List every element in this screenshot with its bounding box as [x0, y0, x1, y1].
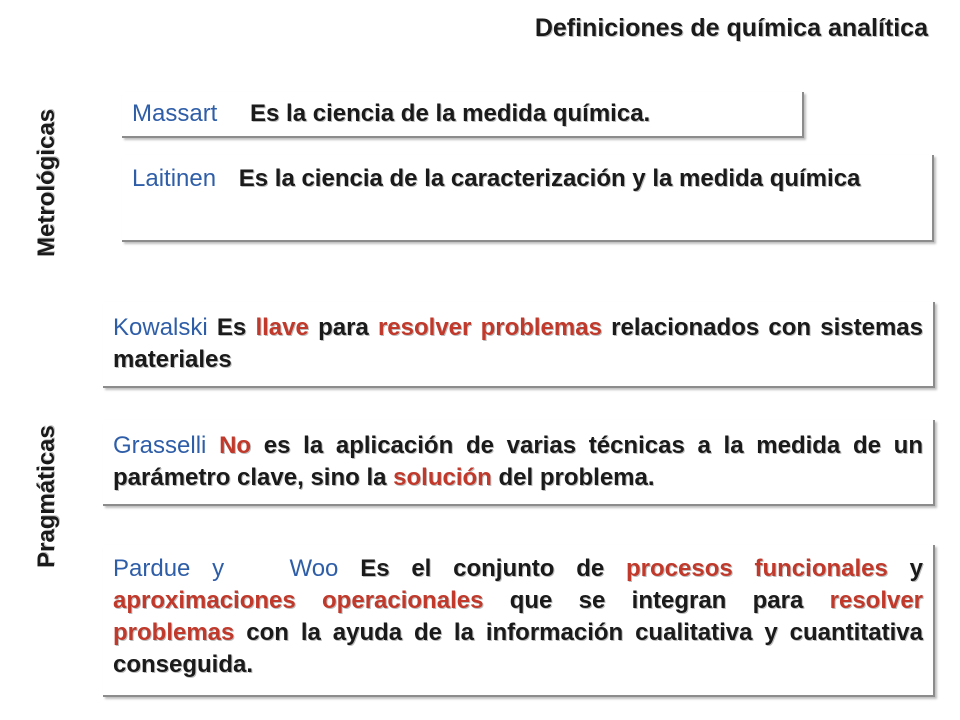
definition-text-kowalski-2: para [318, 314, 369, 341]
highlight-resolver-problemas: resolver problemas [377, 314, 602, 341]
definition-text-pardue-woo-3: que se integran para [509, 587, 804, 614]
definition-box-massart [122, 92, 804, 138]
definition-text-pardue-woo-1: Es el conjunto de [360, 555, 605, 582]
definition-box-pardue-woo [103, 545, 935, 697]
highlight-aproximaciones-operacionales: aproximaciones operacionales [113, 587, 484, 614]
highlight-solucion: solución [393, 464, 492, 491]
highlight-procesos-funcionales: procesos funcionales [626, 555, 888, 582]
highlight-no: No [219, 432, 252, 459]
definition-text-kowalski-3: relacionados con sistemas materiales [113, 314, 923, 373]
definition-box-laitinen [122, 155, 934, 242]
author-name-grasselli: Grasselli [113, 432, 207, 459]
author-name-laitinen: Laitinen [132, 165, 217, 192]
category-label-metrological: Metrológicas [33, 108, 60, 258]
category-label-pragmatic: Pragmáticas [33, 425, 60, 568]
author-name-massart: Massart [132, 100, 218, 127]
definition-text-grasselli-2: del problema. [498, 464, 655, 491]
definition-text-massart: Es la ciencia de la medida química. [250, 100, 651, 127]
definition-text-pardue-woo-2: y [909, 555, 923, 582]
definition-box-kowalski [103, 302, 935, 388]
definition-text-grasselli-1: es la aplicación de varias técnicas a la medida de un parámetro clave, sino la [113, 432, 923, 491]
definition-box-grasselli [103, 420, 935, 506]
author-name-kowalski: Kowalski [113, 314, 208, 341]
definition-text-pardue-woo-4: con la ayuda de la información cualitativa y cuantitativa conseguida. [113, 619, 923, 678]
page-title: Definiciones de química analítica [534, 14, 928, 42]
definition-text-kowalski-1: Es [216, 314, 247, 341]
definition-text-laitinen: Es la ciencia de la caracterización y la medida química [238, 165, 861, 192]
highlight-llave: llave [255, 314, 309, 341]
author-name-pardue-woo: Pardue y Woo [113, 555, 339, 582]
highlight-resolver-problemas-2: resolver problemas [113, 587, 924, 646]
